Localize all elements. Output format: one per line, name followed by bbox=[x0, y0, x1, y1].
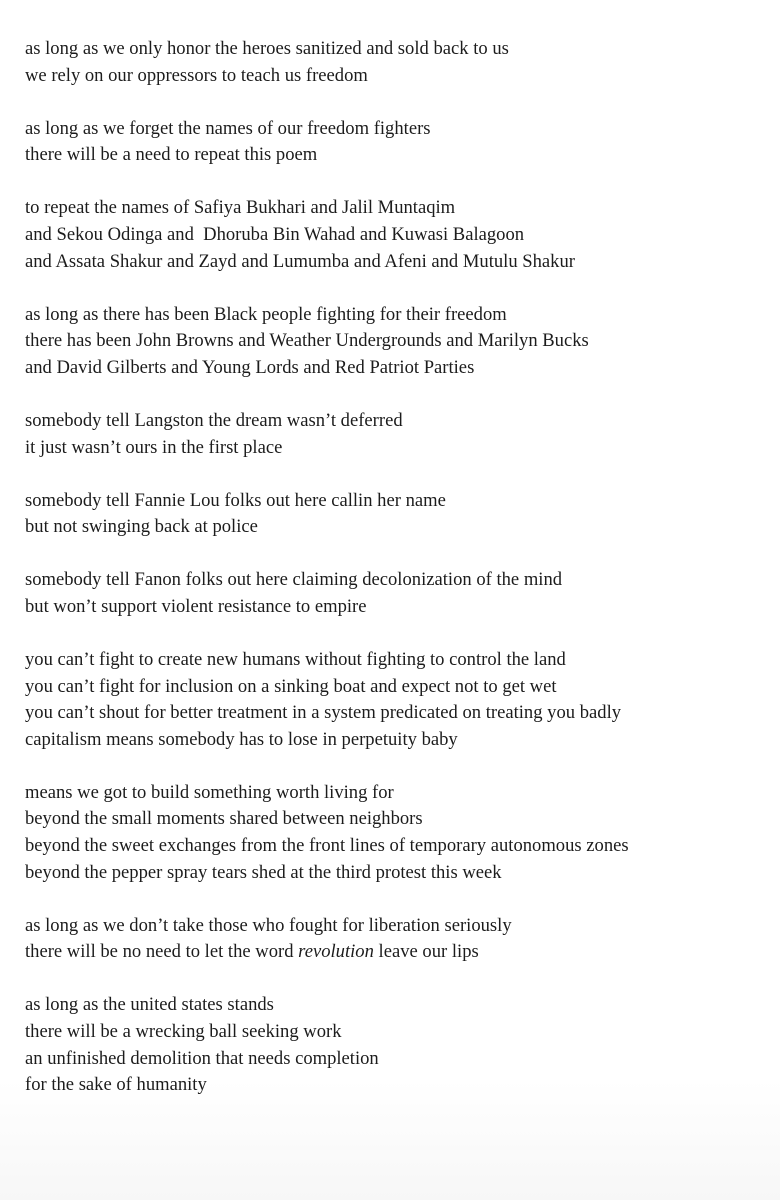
poem-line: there will be a wrecking ball seeking work bbox=[25, 1021, 342, 1043]
poem-line: somebody tell Fanon folks out here claiming decolonization of the mind bbox=[25, 569, 563, 591]
poem-line: beyond the sweet exchanges from the front lines of temporary autonomous zones bbox=[25, 835, 629, 857]
poem-line-with-emphasis bbox=[25, 939, 765, 966]
stanza bbox=[25, 408, 765, 461]
stanza bbox=[25, 780, 765, 886]
poem-line: there has been John Browns and Weather Undergrounds and Marilyn Bucks bbox=[25, 330, 589, 352]
stanza bbox=[25, 195, 765, 275]
poem-line: as long as we forget the names of our freedom fighters bbox=[25, 117, 431, 139]
stanza bbox=[25, 992, 765, 1098]
poem-line: somebody tell Langston the dream wasn’t deferred bbox=[25, 409, 403, 431]
poem-line: as long as we only honor the heroes sanitized and sold back to us bbox=[25, 38, 509, 59]
poem-line: you can’t fight for inclusion on a sinking boat and expect not to get wet bbox=[25, 675, 557, 697]
italic-word: revolution bbox=[298, 941, 374, 963]
stanza bbox=[25, 647, 765, 753]
poem-line: beyond the pepper spray tears shed at the third protest this week bbox=[25, 861, 502, 883]
poem-text bbox=[25, 36, 765, 1125]
stanza bbox=[25, 488, 765, 541]
stanza bbox=[25, 116, 765, 169]
stanza bbox=[25, 302, 765, 382]
poem-line: to repeat the names of Safiya Bukhari and Jalil Muntaqim bbox=[25, 197, 456, 219]
poem-line: as long as we don’t take those who fought for liberation seriously bbox=[25, 914, 512, 936]
poem-line: but not swinging back at police bbox=[25, 516, 258, 538]
poem-line: and Sekou Odinga and Dhoruba Bin Wahad and Kuwasi Balagoon bbox=[25, 223, 525, 245]
poem-line: as long as there has been Black people fighting for their freedom bbox=[25, 303, 507, 325]
poem-line: it just wasn’t ours in the first place bbox=[25, 436, 283, 458]
stanza bbox=[25, 567, 765, 620]
poem-line: an unfinished demolition that needs completion bbox=[25, 1047, 379, 1069]
poem-line: capitalism means somebody has to lose in perpetuity baby bbox=[25, 728, 458, 750]
poem-line: and Assata Shakur and Zayd and Lumumba and Afeni and Mutulu Shakur bbox=[25, 250, 575, 272]
poem-line: for the sake of humanity bbox=[25, 1074, 207, 1096]
poem-line: there will be a need to repeat this poem bbox=[25, 144, 318, 166]
poem-line: but won’t support violent resistance to empire bbox=[25, 595, 367, 617]
poem-line: beyond the small moments shared between neighbors bbox=[25, 808, 423, 830]
poem-line: somebody tell Fannie Lou folks out here callin her name bbox=[25, 489, 446, 511]
stanza bbox=[25, 913, 765, 966]
line-text-before: there will be no need to let the word bbox=[25, 941, 299, 963]
line-text-after: leave our lips bbox=[373, 941, 479, 963]
poem-line: you can’t fight to create new humans without fighting to control the land bbox=[25, 649, 566, 670]
poem-line: you can’t shout for better treatment in a system predicated on treating you badly bbox=[25, 702, 622, 724]
poem-line: means we got to build something worth living for bbox=[25, 781, 394, 803]
poem-line: as long as the united states stands bbox=[25, 994, 274, 1016]
poem-line: we rely on our oppressors to teach us freedom bbox=[25, 64, 368, 86]
stanza bbox=[25, 36, 765, 89]
poem-line: and David Gilberts and Young Lords and Red Patriot Parties bbox=[25, 356, 475, 378]
